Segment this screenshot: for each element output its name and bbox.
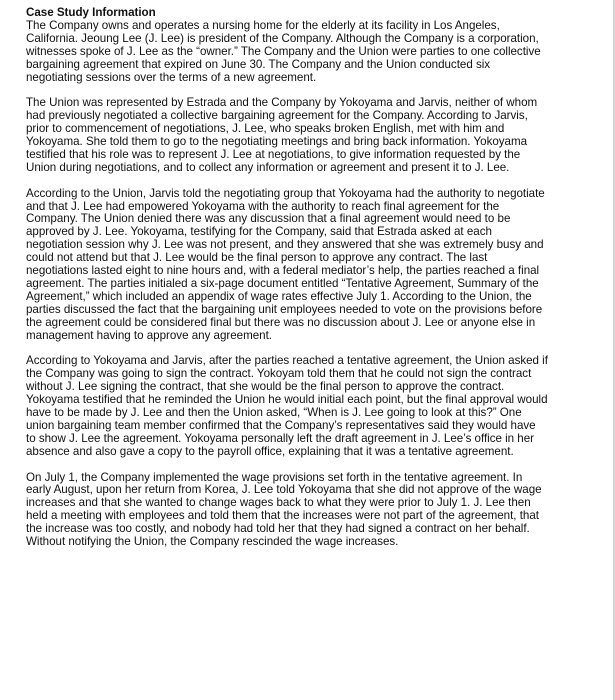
paragraph-1: The Company owns and operates a nursing home for the elderly at its facility in Los Angeles, California. Jeoung Lee (J. Lee) is president of the Company. Although the Company is a corporation, witnesses spoke of J. Lee as the “owner.” The Company and the Union were parties to one collective bargaining agreement that expired on June 30. The Company and the Union conducted six negotiating sessions over the terms of a new agreement.: [26, 18, 541, 84]
document-title: Case Study Information: [26, 6, 156, 19]
page-edge-divider: [613, 0, 614, 700]
paragraph-5: On July 1, the Company implemented the wage provisions set forth in the tentative agreement. In early August, upon her return from Korea, J. Lee told Yokoyama that she did not approve of the wage increases and that she wanted to change wages back to what they were prior to July 1. J. Lee then held a meeting with employees and told them that the increases were not part of the agreement, that the increase was too costly, and nobody had told her that they had signed a contract on her behalf. Without notifying the Union, the Company rescinded the wage increases.: [26, 470, 542, 549]
paragraph-3: According to the Union, Jarvis told the negotiating group that Yokoyama had the authority to negotiate and that J. Lee had empowered Yokoyama with the authority to reach final agreement for the Company. The Union denied there was any discussion that a final agreement would need to be approved by J. Lee. Yokoyama, testifying for the Company, said that Estrada asked at each negotiation session why J. Lee was not present, and they answered that she was extremely busy and could not attend but that J. Lee would be the final person to approve any contract. The last negotiations lasted eight to nine hours and, with a federal mediator’s help, the parties reached a final agreement. The parties initialed a six-page document entitled “Tentative Agreement, Summary of the Agreement,” which included an appendix of wage rates effective July 1. According to the Union, the parties discussed the fact that the bargaining unit employees needed to vote on the provisions before the agreement could be considered final but there was no discussion about J. Lee or anyone else in management having to approve any agreement.: [26, 186, 545, 342]
case-study-content: [26, 7, 548, 549]
paragraph-2: The Union was represented by Estrada and the Company by Yokoyama and Jarvis, neither of whom had previously negotiated a collective bargaining agreement for the Company. According to Jarvis, prior to commencement of negotiations, J. Lee, who speaks broken English, met with him and Yokoyama. She told them to go to the negotiating meetings and bring back information. Yokoyama testified that his role was to represent J. Lee at negotiations, to give information requested by the Union during negotiations, and to collect any information or agreement and present it to J. Lee.: [26, 96, 538, 174]
paragraph-4: According to Yokoyama and Jarvis, after the parties reached a tentative agreement, the Union asked if the Company was going to sign the contract. Yokoyam told them that he could not sign the contract without J. Lee signing the contract, that she would be the final person to approve the contract. Yokoyama testified that he reminded the Union he would initial each point, but the final approval would have to be made by J. Lee and then the Union asked, “When is J. Lee going to look at this?” One union bargaining team member confirmed that the Company’s representatives said they would have to show J. Lee the agreement. Yokoyama personally left the draft agreement in J. Lee’s office in her absence and also gave a copy to the payroll office, explaining that it was a tentative agreement.: [26, 354, 548, 458]
